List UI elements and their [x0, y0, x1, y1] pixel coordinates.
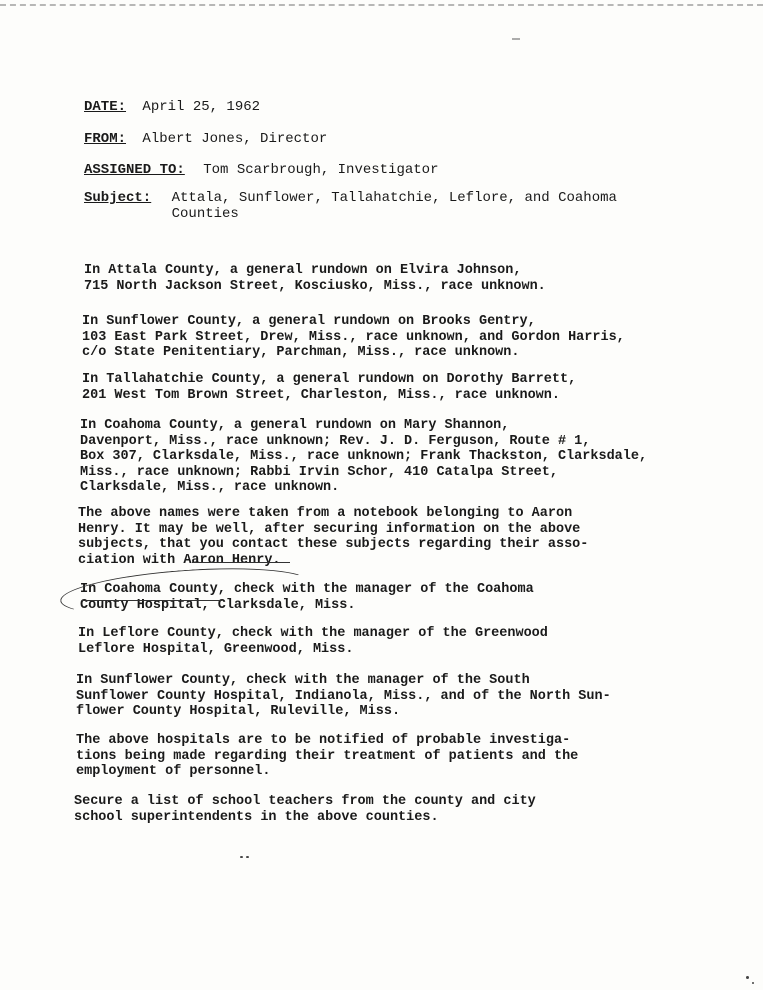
- paragraph-line: 103 East Park Street, Drew, Miss., race unknown, and Gordon Harris,: [82, 329, 625, 345]
- paragraph-line: Sunflower County Hospital, Indianola, Miss., and of the North Sun-: [76, 688, 611, 704]
- paragraph-line: Box 307, Clarksdale, Miss., race unknown; Frank Thackston, Clarksdale,: [80, 449, 648, 464]
- paragraph-hospitals-notified: [76, 733, 578, 780]
- scan-speck: [752, 982, 754, 984]
- paragraph-tallahatchie: [82, 372, 576, 403]
- paragraph-line: flower County Hospital, Ruleville, Miss.: [76, 704, 401, 719]
- scan-speck: [240, 856, 243, 858]
- pen-underline-mark: [192, 562, 290, 563]
- paragraph-notebook: [78, 506, 588, 568]
- paragraph-line: Clarksdale, Miss., race unknown.: [80, 480, 340, 495]
- paragraph-line: 201 West Tom Brown Street, Charleston, Miss., race unknown.: [82, 387, 560, 403]
- paragraph-school-teachers: [74, 794, 536, 825]
- from-value: Albert Jones, Director: [142, 131, 328, 147]
- subject-value: [172, 190, 617, 222]
- scan-speck: [246, 856, 249, 858]
- paragraph-line: In Sunflower County, a general rundown on Brooks Gentry,: [82, 314, 536, 329]
- paragraph-line: In Coahoma County, a general rundown on Mary Shannon,: [80, 418, 510, 433]
- paragraph-leflore-hospital: [78, 626, 548, 657]
- paragraph-line: In Coahoma County, check with the manager of the Coahoma: [80, 582, 534, 597]
- paragraph-line: tions being made regarding their treatment of patients and the: [76, 748, 579, 764]
- paragraph-line: In Leflore County, check with the manager of the Greenwood: [78, 626, 548, 641]
- paragraph-line: The above names were taken from a notebook belonging to Aaron: [78, 506, 573, 521]
- date-value: April 25, 1962: [142, 99, 261, 115]
- paragraph-line: ciation with Aaron Henry.: [78, 552, 281, 568]
- paragraph-attala: [84, 263, 546, 294]
- paragraph-line: school superintendents in the above counties.: [74, 809, 439, 825]
- assigned-line: [84, 161, 438, 179]
- paragraph-coahoma-rundown: [80, 418, 647, 496]
- paragraph-line: Davenport, Miss., race unknown; Rev. J. D. Ferguson, Route # 1,: [80, 433, 591, 449]
- date-line: [84, 98, 260, 116]
- paragraph-line: In Attala County, a general rundown on Elvira Johnson,: [84, 263, 522, 278]
- paragraph-line: Henry. It may be well, after securing information on the above: [78, 521, 581, 537]
- paragraph-sunflower-hospital: [76, 673, 611, 720]
- scan-speck: [746, 976, 749, 979]
- paragraph-line: subjects, that you contact these subjects regarding their asso-: [78, 537, 589, 552]
- assigned-label: ASSIGNED TO:: [84, 162, 185, 178]
- subject-line: [84, 190, 617, 222]
- subject-label: Subject:: [84, 190, 152, 206]
- scan-edge-artifact: [0, 4, 763, 6]
- pen-circle-mark: [59, 561, 313, 622]
- paragraph-line: 715 North Jackson Street, Kosciusko, Miss., race unknown.: [84, 278, 546, 294]
- paragraph-line: Miss., race unknown; Rabbi Irvin Schor, 410 Catalpa Street,: [80, 464, 558, 480]
- subject-text-line: Attala, Sunflower, Tallahatchie, Leflore, and Coahoma: [171, 190, 617, 206]
- paragraph-line: employment of personnel.: [76, 764, 271, 779]
- paragraph-line: The above hospitals are to be notified of probable investiga-: [76, 733, 571, 748]
- scan-speck: [512, 38, 520, 40]
- paragraph-sunflower-rundown: [82, 314, 625, 361]
- from-label: FROM:: [84, 131, 127, 147]
- date-label: DATE:: [84, 99, 127, 115]
- paragraph-line: c/o State Penitentiary, Parchman, Miss., race unknown.: [82, 345, 520, 360]
- paragraph-line: In Sunflower County, check with the manager of the South: [76, 673, 530, 688]
- pen-strike-mark: [82, 600, 222, 601]
- paragraph-line: In Tallahatchie County, a general rundown on Dorothy Barrett,: [82, 372, 577, 387]
- paragraph-line: County Hospital, Clarksdale, Miss.: [80, 597, 356, 613]
- paragraph-line: Secure a list of school teachers from the county and city: [74, 794, 536, 809]
- assigned-value: Tom Scarbrough, Investigator: [203, 162, 439, 178]
- from-line: [84, 130, 327, 148]
- subject-text-line: Counties: [171, 206, 239, 222]
- paragraph-line: Leflore Hospital, Greenwood, Miss.: [78, 641, 354, 657]
